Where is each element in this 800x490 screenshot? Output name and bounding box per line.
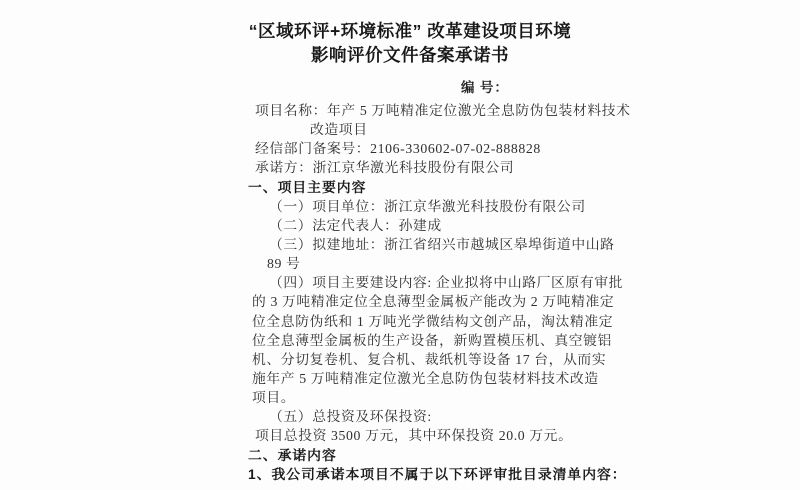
document-number-label: 编 号： [461, 80, 509, 95]
document-title [205, 19, 615, 67]
document-title-line-2: 影响评价文件备案承诺书 [311, 45, 509, 65]
line-project-name-cont: 改造项目 [310, 122, 368, 138]
document-title-line-1: “区域环评+环境标准” 改革建设项目环境 [248, 21, 572, 41]
line-project-unit: （一）项目单位：浙江京华激光科技股份有限公司 [269, 198, 586, 214]
section-2-heading: 二、承诺内容 [248, 447, 337, 463]
line-construction-content-4: 位全息薄型金属板的生产设备，新购置模压机、真空镀铝 [252, 332, 612, 348]
line-construction-content-3: 位全息防伪纸和 1 万吨光学微结构文创产品，淘汰精准定 [252, 313, 614, 329]
section-1-heading: 一、项目主要内容 [248, 179, 367, 195]
line-legal-representative: （二）法定代表人：孙建成 [269, 217, 442, 233]
line-project-name: 项目名称：年产 5 万吨精准定位激光全息防伪包装材料技术 [255, 103, 631, 118]
line-construction-content-5: 机、分切复卷机、复合机、裁纸机等设备 17 台，从而实 [252, 351, 607, 367]
line-construction-content-1: （四）项目主要建设内容: 企业拟将中山路厂区原有审批 [269, 275, 624, 291]
line-proposed-address: （三）拟建地址：浙江省绍兴市越城区皋埠街道中山路 [269, 236, 615, 252]
line-commitment-item-1: 1、我公司承诺本项目不属于以下环评审批目录清单内容： [248, 466, 627, 482]
line-investment-detail: 项目总投资 3500 万元，其中环保投资 20.0 万元。 [255, 428, 573, 444]
line-address-cont: 89 号 [267, 256, 301, 272]
line-record-number: 经信部门备案号：2106-330602-07-02-888828 [255, 141, 541, 157]
line-investment-heading: （五）总投资及环保投资: [269, 409, 432, 425]
line-committer: 承诺方：浙江京华激光科技股份有限公司 [255, 160, 515, 176]
line-construction-content-6: 施年产 5 万吨精准定位激光全息防伪包装材料技术改造 [252, 370, 599, 386]
document-body [248, 101, 631, 484]
line-construction-content-7: 项目。 [252, 390, 296, 406]
line-construction-content-2: 的 3 万吨精准定位全息薄型金属板产能改为 2 万吨精准定 [252, 294, 615, 310]
